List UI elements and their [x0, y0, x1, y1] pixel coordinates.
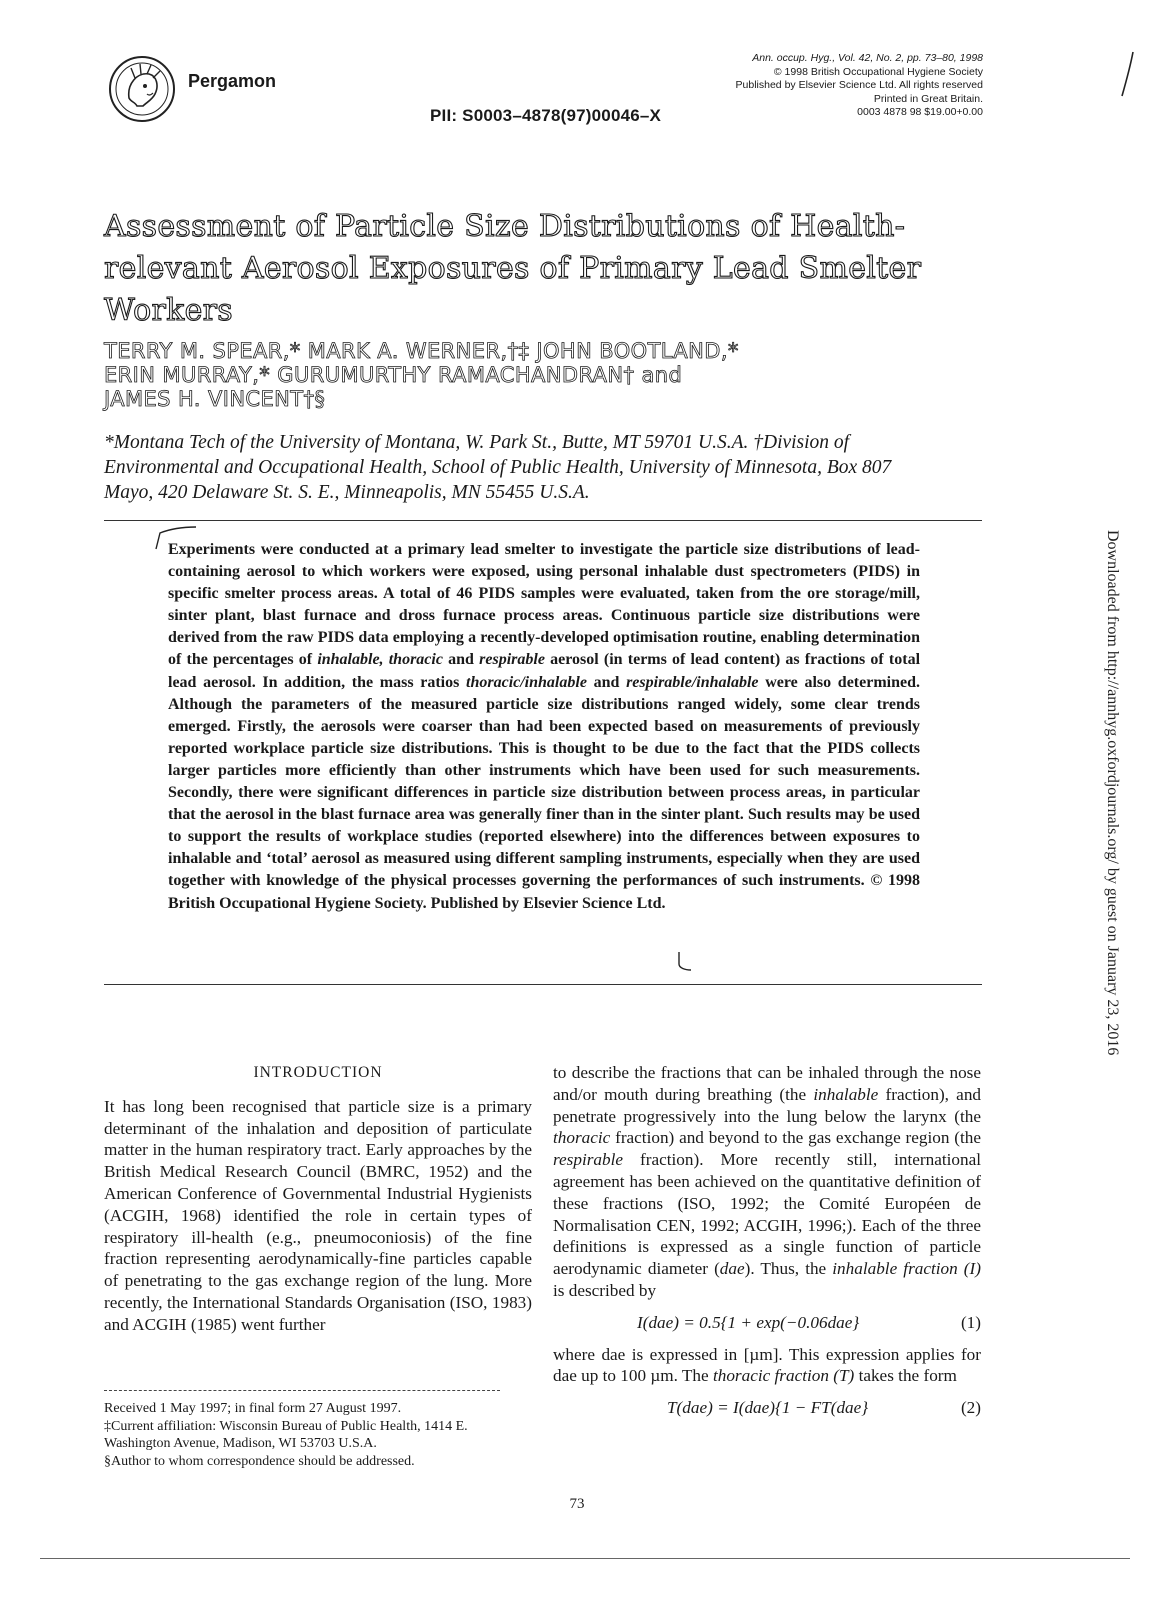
- footnote-rule: [104, 1390, 500, 1391]
- author-line: TERRY M. SPEAR,* MARK A. WERNER,†‡ JOHN BOOTLAND,*: [104, 339, 739, 363]
- affiliation-line: Mayo, 420 Delaware St. S. E., Minneapolis, MN 55455 U.S.A.: [104, 482, 590, 503]
- affiliation-line: *Montana Tech of the University of Montana, W. Park St., Butte, MT 59701 U.S.A. †Division of: [104, 432, 850, 453]
- pii-code: PII: S0003–4878(97)00046–X: [430, 106, 662, 125]
- title-line: Workers: [104, 293, 233, 328]
- footnote-correspondence: §Author to whom correspondence should be addressed.: [104, 1453, 415, 1469]
- journal-printed: Printed in Great Britain.: [873, 92, 983, 105]
- handwritten-slash-mark: [1120, 50, 1136, 98]
- handwritten-end-mark: [675, 950, 695, 972]
- download-watermark: Downloaded from http://annhyg.oxfordjournals.org/ by guest on January 23, 2016: [1104, 530, 1121, 1056]
- left-column: [104, 1062, 532, 1336]
- title-line: relevant Aerosol Exposures of Primary Lead Smelter: [104, 251, 922, 286]
- footnotes: [104, 1400, 524, 1470]
- journal-publisher-line: Published by Elsevier Science Ltd. All rights reserved: [735, 79, 983, 92]
- footnote-affiliation: ‡Current affiliation: Wisconsin Bureau of Public Health, 1414 E. Washington Avenue, Madison, WI 53703 U.S.A.: [104, 1418, 468, 1451]
- intro-paragraph-continued: to describe the fractions that can be inhaled through the nose and/or mouth during breathing (the inhalable fraction), and penetrate progressively into the lung below the larynx (the thoracic fraction) and beyond to the gas exchange region (the respirable fraction). More recently still, international agreement has been achieved on the quantitative definition of these fractions (ISO, 1992; the Comité Européen de Normalisation CEN, 1992; ACGIH, 1996;). Each of the three definitions is expressed as a single function of particle aerodynamic diameter (dae). Thus, the inhalable fraction (I) is described by: [553, 1063, 982, 1300]
- abstract-bottom-rule: [104, 984, 982, 985]
- equation-number: (1): [960, 1312, 981, 1332]
- journal-info: [653, 52, 983, 120]
- title-line: Assessment of Particle Size Distributions of Health-: [104, 209, 906, 244]
- page-number: 73: [569, 1496, 585, 1512]
- publisher-logo: [107, 54, 177, 124]
- equation-body: I(dae) = 0.5{1 + exp(−0.06dae}: [637, 1312, 860, 1332]
- abstract: [168, 539, 920, 915]
- equation-number: (2): [960, 1398, 981, 1418]
- paper-title: [104, 206, 1004, 332]
- bottom-rule: [40, 1558, 1130, 1559]
- equation-body: T(dae) = I(dae){1 − FT(dae}: [667, 1398, 869, 1418]
- equation-2: [553, 1397, 981, 1419]
- author-line: JAMES H. VINCENT†§: [104, 387, 326, 411]
- author-line: ERIN MURRAY,* GURUMURTHY RAMACHANDRAN† and: [104, 363, 683, 387]
- journal-copyright: © 1998 British Occupational Hygiene Society: [773, 65, 983, 78]
- affiliations: [104, 430, 1004, 505]
- section-heading: INTRODUCTION: [253, 1064, 383, 1081]
- author-list: [104, 339, 1004, 411]
- affiliation-line: Environmental and Occupational Health, School of Public Health, University of Minnesota, Box 807: [104, 457, 892, 478]
- equation-explanation: where dae is expressed in [µm]. This expression applies for dae up to 100 µm. The thoracic fraction (T) takes the form: [553, 1344, 981, 1386]
- journal-citation: Ann. occup. Hyg., Vol. 42, No. 2, pp. 73–80, 1998: [752, 52, 983, 64]
- footnote-received: Received 1 May 1997; in final form 27 August 1997.: [104, 1401, 402, 1416]
- abstract-text: Experiments were conducted at a primary lead smelter to investigate the particle size distributions of lead-containing aerosol to which workers were exposed, using personal inhalable dust spectrometers (PIDS) in specific smelter process areas. A total of 46 PIDS samples were evaluated, taken from the ore storage/mill, sinter plant, blast furnace and dross furnace process areas. Continuous particle size distributions were derived from the raw PIDS data employing a recently-developed optimisation routine, enabling determination of the percentages of inhalable, thoracic and respirable aerosol (in terms of lead content) as fractions of total lead aerosol. In addition, the mass ratios thoracic/inhalable and respirable/inhalable were also determined. Although the parameters of the measured particle size distributions ranged widely, some clear trends emerged. Firstly, the aerosols were coarser than had been expected based on measurements of previously reported workplace particle size distributions. This is thought to be due to the fact that the PIDS collects larger particles more efficiently than other instruments which have been used for such measurements. Secondly, there were significant differences in particle size distribution between process areas, in particular that the aerosol in the blast furnace area was generally finer than in the sinter plant. Such results may be used to support the results of workplace studies (reported elsewhere) into the differences between exposures to inhalable and ‘total’ aerosol as measured using different sampling instruments, especially when they are used together with knowledge of the physical processes governing the performances of such instruments. © 1998 British Occupational Hygiene Society. Published by Elsevier Science Ltd.: [168, 541, 921, 912]
- equation-1: [553, 1312, 981, 1334]
- journal-issn: 0003 4878 98 $19.00+0.00: [857, 106, 983, 119]
- right-column: [553, 1062, 981, 1429]
- publisher-name: Pergamon: [188, 71, 277, 91]
- intro-paragraph: It has long been recognised that particle size is a primary determinant of the inhalation and deposition of particulate matter in the human respiratory tract. Early approaches by the British Medical Research Council (BMRC, 1952) and the American Conference of Governmental Industrial Hygienists (ACGIH, 1968) identified the role in certain types of respiratory ill-health (e.g., pneumoconiosis) of the fine fraction representing aerodynamically-fine particles capable of penetrating to the gas exchange region of the lung. More recently, the International Standards Organisation (ISO, 1983) and ACGIH (1985) went further: [104, 1096, 532, 1334]
- abstract-top-rule: [104, 520, 982, 521]
